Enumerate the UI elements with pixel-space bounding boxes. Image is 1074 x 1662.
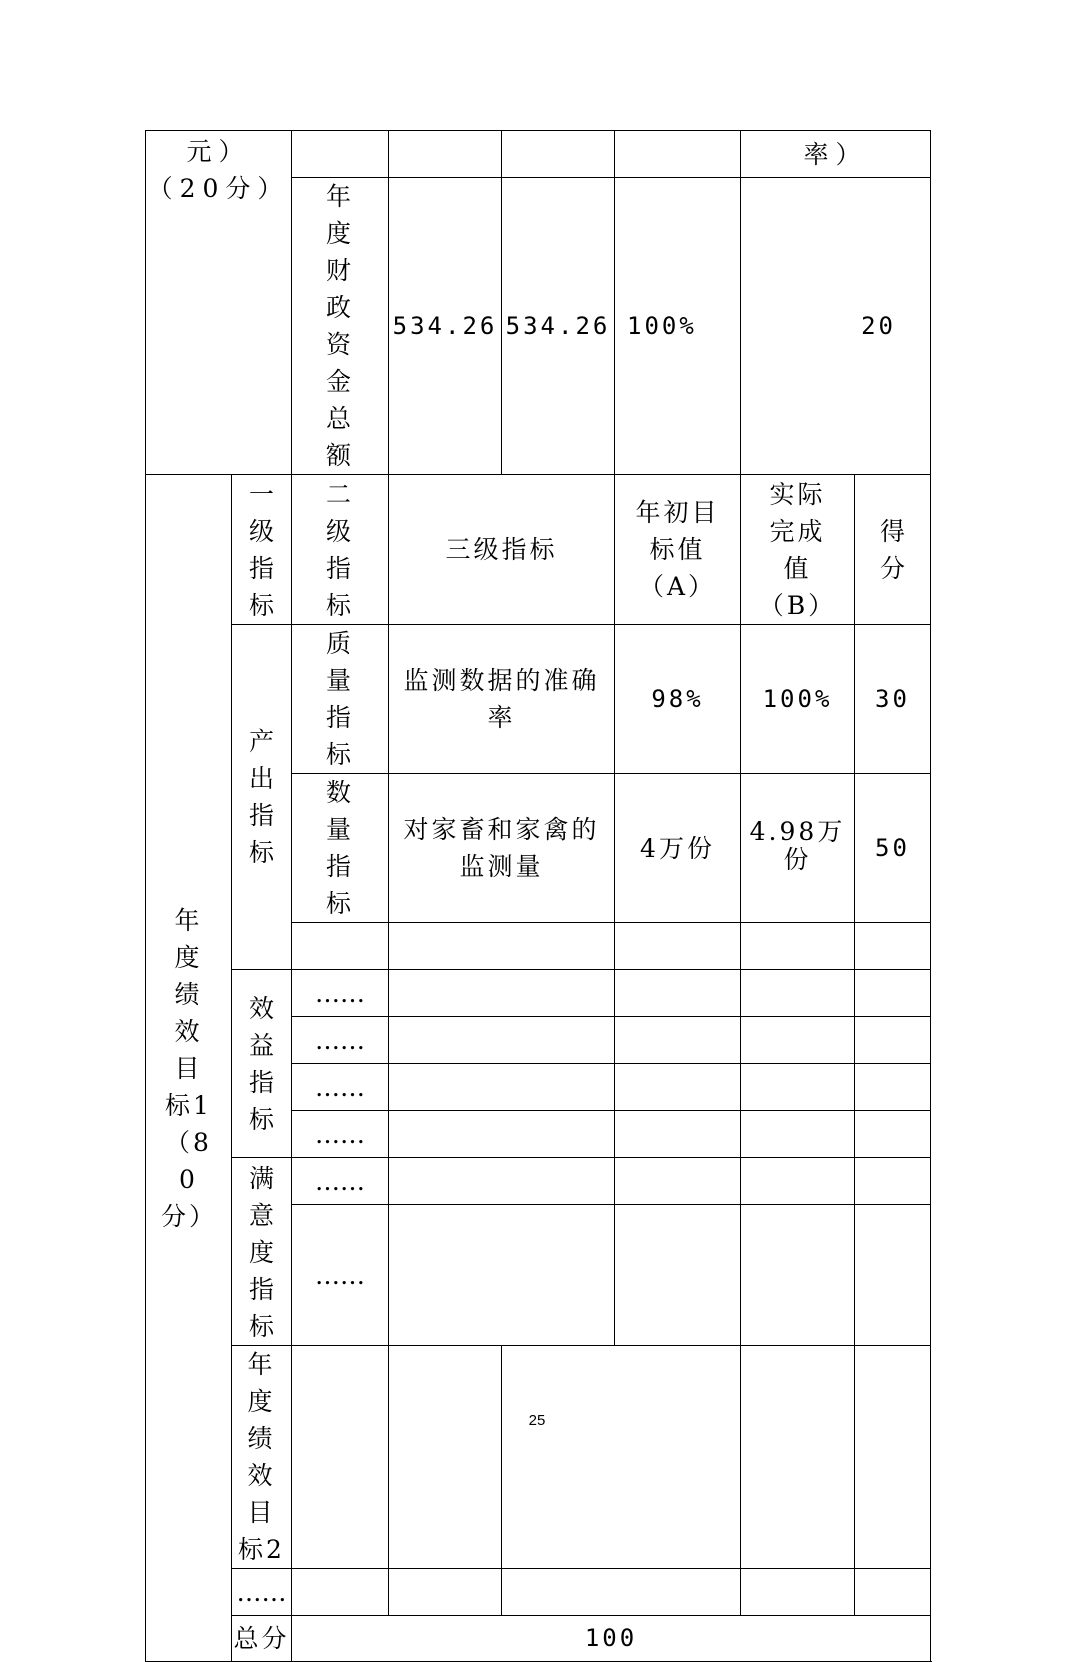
empty-cell bbox=[741, 1111, 855, 1158]
quality-actual: 100% bbox=[741, 625, 855, 774]
header-level2 bbox=[292, 475, 389, 625]
satisfaction-ellipsis: …… bbox=[292, 1205, 389, 1346]
quality-level2 bbox=[292, 625, 389, 774]
empty-cell bbox=[389, 923, 615, 970]
empty-cell bbox=[389, 131, 502, 178]
empty-cell bbox=[615, 923, 741, 970]
quality-score: 30 bbox=[855, 625, 931, 774]
quantity-level2-text: 数量指标 bbox=[325, 778, 354, 918]
empty-cell bbox=[741, 1158, 855, 1205]
fund-block-label-line2: （20分） bbox=[147, 174, 290, 203]
header-actual-text: 实际完成值（B） bbox=[758, 479, 837, 620]
quantity-actual-text: 4.98万份 bbox=[749, 817, 846, 874]
empty-cell bbox=[615, 1158, 741, 1205]
empty-cell bbox=[292, 1569, 389, 1616]
fund-score: 20 bbox=[741, 178, 931, 475]
empty-cell bbox=[389, 1346, 502, 1569]
quantity-target: 4万份 bbox=[615, 774, 741, 923]
header-target bbox=[615, 475, 741, 625]
goal2-label-text: 年度绩效目标2 bbox=[238, 1350, 285, 1564]
empty-cell bbox=[389, 970, 615, 1017]
empty-cell bbox=[615, 970, 741, 1017]
empty-cell bbox=[615, 1205, 741, 1346]
quality-level2-text: 质量指标 bbox=[325, 629, 354, 769]
empty-cell bbox=[855, 1205, 931, 1346]
benefit-ellipsis: …… bbox=[292, 970, 389, 1017]
empty-cell bbox=[741, 1205, 855, 1346]
header-actual bbox=[741, 475, 855, 625]
quality-target: 98% bbox=[615, 625, 741, 774]
fund-row-label bbox=[292, 178, 389, 475]
quantity-level3 bbox=[389, 774, 615, 923]
benefit-ellipsis: …… bbox=[292, 1017, 389, 1064]
empty-cell bbox=[389, 1205, 615, 1346]
fund-rate: 100% bbox=[615, 178, 741, 475]
rate-header-suffix: 率） bbox=[741, 131, 931, 178]
empty-cell bbox=[389, 1569, 502, 1616]
total-label: 总分 bbox=[232, 1616, 292, 1662]
fund-block-label-line1: 元） bbox=[186, 137, 251, 166]
quantity-score: 50 bbox=[855, 774, 931, 923]
fund-budget: 534.26 bbox=[389, 178, 502, 475]
performance-table bbox=[145, 130, 931, 1662]
fund-actual: 534.26 bbox=[502, 178, 615, 475]
empty-cell bbox=[855, 1346, 931, 1569]
empty-cell bbox=[855, 1569, 931, 1616]
empty-cell bbox=[855, 1111, 931, 1158]
empty-cell bbox=[855, 970, 931, 1017]
satisfaction-indicator-text: 满意度指标 bbox=[248, 1164, 274, 1341]
quantity-level3-text: 对家畜和家禽的监测量 bbox=[403, 815, 600, 881]
empty-cell bbox=[615, 1111, 741, 1158]
empty-cell bbox=[389, 1017, 615, 1064]
header-target-text: 年初目标值（A） bbox=[635, 498, 720, 601]
empty-cell bbox=[741, 970, 855, 1017]
empty-cell bbox=[741, 923, 855, 970]
satisfaction-ellipsis: …… bbox=[292, 1158, 389, 1205]
header-level1-text: 一级指标 bbox=[248, 479, 274, 620]
empty-cell bbox=[855, 1158, 931, 1205]
goal2-label bbox=[232, 1346, 292, 1569]
fund-block-label bbox=[146, 131, 292, 475]
empty-cell bbox=[741, 1346, 855, 1569]
empty-cell bbox=[855, 1017, 931, 1064]
fund-row-label-text: 年度财政资金总额 bbox=[325, 182, 354, 470]
header-level1 bbox=[232, 475, 292, 625]
quantity-actual bbox=[741, 774, 855, 923]
header-level2-text: 二级指标 bbox=[325, 479, 354, 620]
empty-cell bbox=[389, 1158, 615, 1205]
header-score-text: 得分 bbox=[879, 516, 905, 583]
goal1-label bbox=[146, 475, 232, 1662]
empty-cell bbox=[502, 1569, 741, 1616]
empty-cell bbox=[389, 1064, 615, 1111]
empty-cell bbox=[292, 131, 389, 178]
benefit-indicator-label bbox=[232, 970, 292, 1158]
header-score bbox=[855, 475, 931, 625]
empty-cell bbox=[292, 1346, 389, 1569]
empty-cell bbox=[389, 1111, 615, 1158]
output-indicator-label bbox=[232, 625, 292, 970]
empty-cell bbox=[855, 923, 931, 970]
empty-cell bbox=[615, 1017, 741, 1064]
benefit-ellipsis: …… bbox=[292, 1064, 389, 1111]
quality-level3 bbox=[389, 625, 615, 774]
quantity-level2 bbox=[292, 774, 389, 923]
empty-cell bbox=[502, 1346, 741, 1569]
empty-cell bbox=[741, 1064, 855, 1111]
empty-cell bbox=[502, 131, 615, 178]
benefit-ellipsis: …… bbox=[292, 1111, 389, 1158]
benefit-indicator-text: 效益指标 bbox=[248, 993, 274, 1134]
satisfaction-indicator-label bbox=[232, 1158, 292, 1346]
total-value: 100 bbox=[292, 1616, 931, 1662]
empty-cell bbox=[292, 923, 389, 970]
empty-cell bbox=[615, 131, 741, 178]
quality-level3-text: 监测数据的准确率 bbox=[403, 666, 600, 732]
empty-cell bbox=[855, 1064, 931, 1111]
goal1-label-text: 年度绩效目标1（80分） bbox=[161, 905, 218, 1231]
empty-cell bbox=[741, 1017, 855, 1064]
header-level3: 三级指标 bbox=[389, 475, 615, 625]
page-number: 25 bbox=[528, 1412, 546, 1429]
output-indicator-text: 产出指标 bbox=[248, 727, 274, 867]
more-rows-ellipsis: …… bbox=[232, 1569, 292, 1616]
empty-cell bbox=[741, 1569, 855, 1616]
empty-cell bbox=[615, 1064, 741, 1111]
